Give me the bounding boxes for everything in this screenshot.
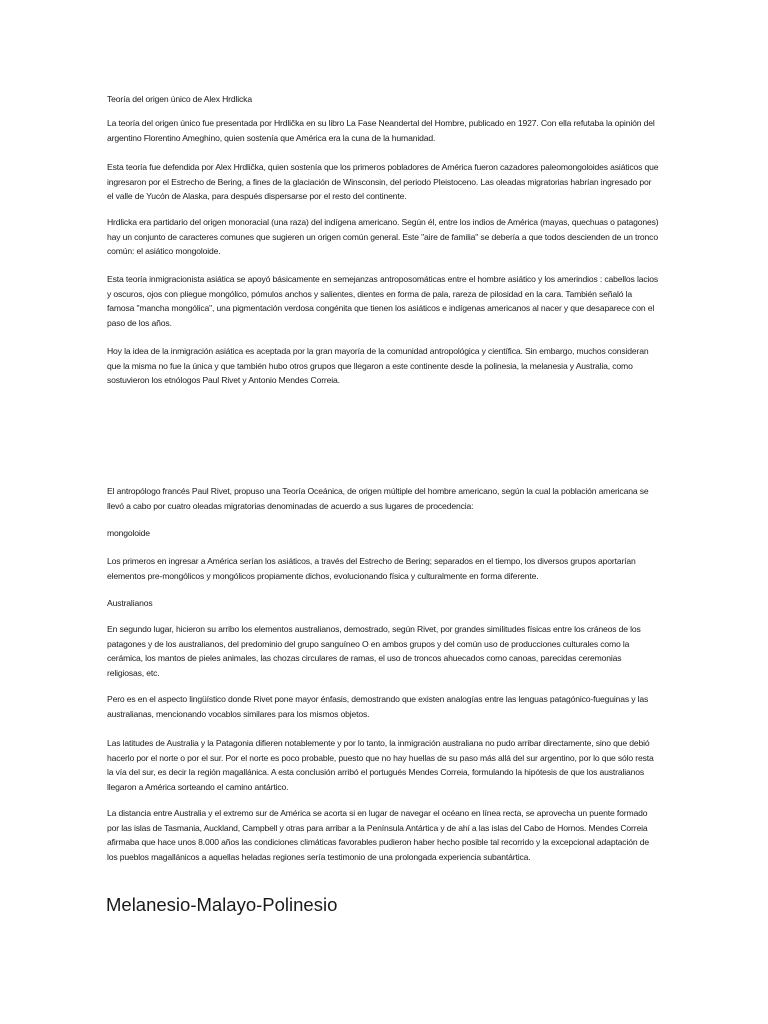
heading-melanesio-malayo-polinesio: Melanesio-Malayo-Polinesio [106,894,338,915]
paragraph: En segundo lugar, hicieron su arribo los elementos australianos, demostrado, según Rivet, por grandes similitudes físicas entre los cráneos de los patagones y de los australianos, del predominio del grupo sanguíneo O en ambos grupos y del común uso de producciones culturales como la cerámica, los mantos de pieles animales, las chozas circulares de ramas, el uso de troncos ahuecados como canoas, parecidas ceremonias religiosas, etc. [107,624,641,678]
paragraph: Hoy la idea de la inmigración asiática es aceptada por la gran mayoría de la comunidad antropológica y científica. Sin embargo, muchos consideran que la misma no fue la única y que también hubo otros grupos que llegaron a este continente desde la polinesia, la melanesia y Australia, como sostuvieron los etnólogos Paul Rivet y Antonio Mendes Correia. [107,346,649,386]
section-title: Teoría del origen único de Alex Hrdlicka [107,94,252,104]
subheading-mongoloide: mongoloide [107,528,150,538]
paragraph: El antropólogo francés Paul Rivet, propuso una Teoría Oceánica, de origen múltiple del hombre americano, según la cual la población americana se llevó a cabo por cuatro oleadas migratorias denominadas de acuerdo a sus lugares de procedencia: [107,486,649,511]
subheading-australianos: Australianos [107,598,153,608]
paragraph: La teoría del origen único fue presentada por Hrdlička en su libro La Fase Neandertal del Hombre, publicado en 1927. Con ella refutaba la opinión del argentino Florentino Ameghino, quien sostenía que América era la cuna de la humanidad. [107,118,655,143]
paragraph: Las latitudes de Australia y la Patagonia difieren notablemente y por lo tanto, la inmigración australiana no pudo arribar directamente, sino que debió hacerlo por el norte o por el sur. Por el norte es poco probable, puesto que no hay huellas de su paso más allá del sur argentino, por lo que sólo resta la vía del sur, es decir la región magallánica. A esta conclusión arribó el portugués Mendes Correia, formulando la hipótesis de que los australianos llegaron a América sorteando el camino antártico. [107,738,654,792]
paragraph: Esta teoría fue defendida por Alex Hrdlička, quien sostenía que los primeros pobladores de América fueron cazadores paleomongoloides asiáticos que ingresaron por el Estrecho de Bering, a fines de la glaciación de Winsconsin, del periodo Pleistoceno. Las oleadas migratorias habrían ingresado por el valle de Yucón de Alaska, para después dispersarse por el resto del continente. [107,162,659,202]
paragraph: La distancia entre Australia y el extremo sur de América se acorta si en lugar de navegar el océano en línea recta, se aprovecha un puente formado por las islas de Tasmania, Auckland, Campbell y otras para arribar a la Península Antártica y de ahí a las islas del Cabo de Hornos. Mendes Correia afirmaba que hace unos 8.000 años las condiciones climáticas favorables pudieron haber hecho posible tal recorrido y la excepcional adaptación de los pueblos magallánicos a aquellas heladas regiones sería testimonio de una prolongada experiencia subantártica. [107,808,649,862]
paragraph: Hrdlicka era partidario del origen monoracial (una raza) del indígena americano. Según él, entre los indios de América (mayas, quechuas o patagones) hay un conjunto de caracteres comunes que sugieren un origen común general. Este "aire de familia" se debería a que todos descienden de un tronco común: el asiático mongoloide. [107,217,659,257]
paragraph: Los primeros en ingresar a América serían los asiáticos, a través del Estrecho de Bering; separados en el tiempo, los diversos grupos aportarían elementos pre-mongólicos y mongólicos propiamente dichos, evolucionando física y culturalmente en forma diferente. [107,556,636,581]
paragraph: Esta teoría inmigracionista asiática se apoyó básicamente en semejanzas antroposomáticas entre el hombre asiático y los amerindios : cabellos lacios y oscuros, ojos con pliegue mongólico, pómulos anchos y salientes, dientes en forma de pala, rareza de pilosidad en la cara. También señaló la famosa "mancha mongólica", una pigmentación verdosa congénita que tienen los asiáticos e indígenas americanos al nacer y que desaparece con el paso de los años. [107,274,659,328]
paragraph: Pero es en el aspecto lingüístico donde Rivet pone mayor énfasis, demostrando que existen analogías entre las lenguas patagónico-fueguinas y las australianas, mencionando vocablos similares para los mismos objetos. [107,694,649,719]
